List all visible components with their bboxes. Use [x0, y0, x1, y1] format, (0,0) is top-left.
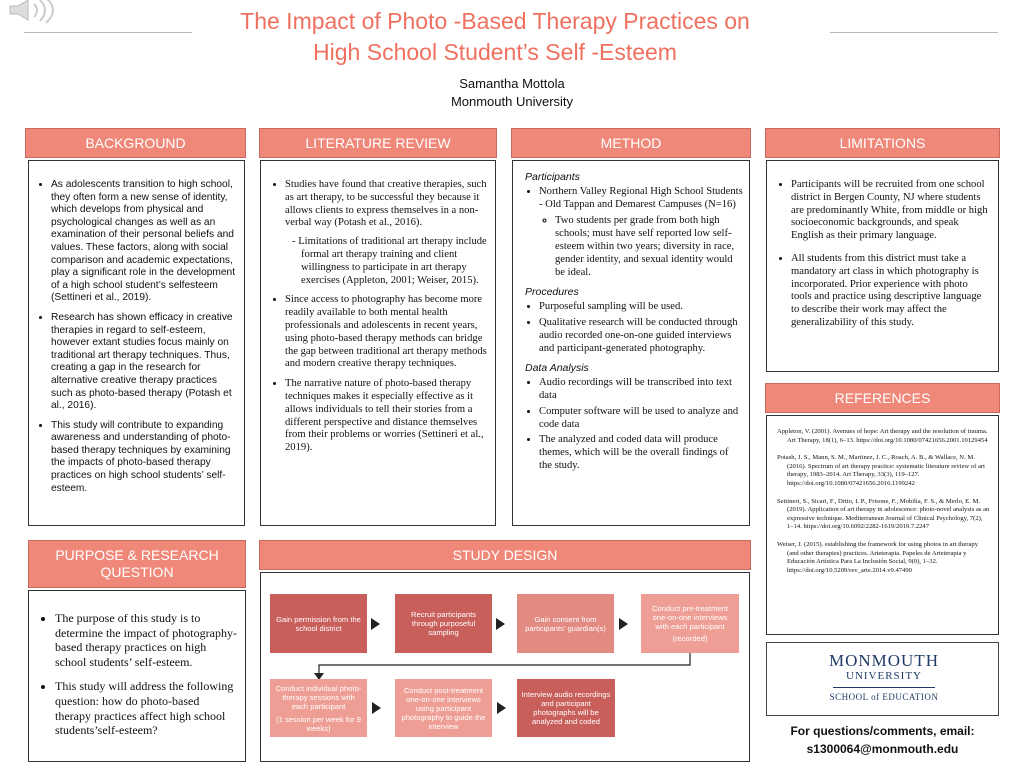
procedures-list — [525, 301, 743, 355]
author-name: Samantha Mottola — [459, 76, 565, 91]
analysis-bullet-1: • Audio recordings will be transcribed into text data — [539, 377, 743, 403]
references-header: REFERENCES — [765, 383, 1000, 413]
reference-2: Potash, J. S., Mann, S. M., Martinez, J. C., Roach, A. B., & Wallace, N. M. (2016). Spectrum of art therapy practice: systematic literature review of art therapy, 1983–2014. Art Therapy, 33(3), 119–127. https://doi.org/10.1080/07421656.2016.1199242 — [777, 454, 985, 487]
literature-panel — [260, 160, 496, 526]
background-bullet-2: • Research has shown efficacy in creative therapies in regard to self-esteem, however extant studies focus mainly on traditional art therapy techniques. Thus, creating a gap in the research for alternative creative therapy practices such as photo-based therapy (Potash et al., 2016). — [51, 312, 236, 413]
method-header: METHOD — [511, 128, 751, 158]
step-pre-treatment-interviews — [641, 594, 739, 653]
connector-arrow — [261, 651, 751, 681]
purpose-heading-line-2: QUESTION — [100, 564, 174, 580]
limitations-list — [777, 179, 990, 330]
analysis-bullet-3: • The analyzed and coded data will produce themes, which will be the overall findings of the study. — [539, 434, 743, 472]
contact-label: For questions/comments, email: — [790, 724, 975, 738]
step-photo-therapy-text: Conduct individual photo-therapy sessions with each participant — [275, 683, 362, 711]
background-panel — [28, 160, 245, 526]
step-post-treatment-interviews: Conduct post-treatment one-on-one interviews using participant photography to guide the interview — [395, 679, 492, 737]
title-line-1: The Impact of Photo -Based Therapy Practices on — [240, 8, 750, 34]
literature-bullet-3: • The narrative nature of photo-based therapy techniques makes it especially effective as it allows individuals to tell their stories from a different perspective and distance themselves from their problems or worries (Settineri et al., 2019). — [285, 378, 487, 455]
poster-title — [150, 6, 840, 68]
step-photo-therapy-note: (1 session per week for 9 weeks) — [276, 714, 361, 733]
purpose-bullet-2: • This study will address the following question: how do photo-based therapy practices affect high school students’self-esteem? — [55, 679, 237, 737]
reference-4: Weiser, J. (2015). establishing the framework for using photos in art therapy (and other therapies) practices. Arteterapia. Papeles de Arteterapia y Educación Artística Para La Inclusión Social, 9(0), 1–32. https://doi.org/10.5209/rev_arte.2014.v9.47490 — [777, 540, 978, 574]
purpose-bullet-1: • The purpose of this study is to determine the impact of photography-based therapy practices on high school students’ self-esteem. — [55, 611, 237, 669]
monmouth-logo — [766, 642, 999, 716]
step-analyze-data: Interview audio recordings and participant photographs will be analyzed and coded — [517, 679, 615, 737]
literature-bullet-1 — [285, 179, 487, 287]
participants-label: Participants — [525, 171, 580, 183]
step-gain-permission: Gain permission from the school district — [270, 594, 367, 653]
arrow-right-icon — [619, 618, 628, 630]
literature-bullet-1-text: Studies have found that creative therapies, such as art therapy, to be successful they because it allows clients to express themselves in a non-verbal way (Potash et al., 2016). — [285, 179, 487, 229]
literature-bullet-2: • Since access to photography has become more readily available to both mental health professionals and adolescents in recent years, using photo-based therapy methods can bridge the gap between traditional art therapy methods and modern creative therapy techniques. — [285, 294, 487, 371]
analysis-label: Data Analysis — [525, 362, 589, 375]
participants-text: Northern Valley Regional High School Students - Old Tappan and Demarest Campuses (N=16) — [539, 185, 743, 210]
contact-email[interactable]: s1300064@monmouth.edu — [806, 742, 959, 756]
reference-1: Appleton, V. (2001). Avenues of hope: Art therapy and the resolution of trauma. Art Therapy, 18(1), 6–13. https://doi.org/10.1080/07421656.2001.10129454 — [777, 428, 988, 444]
procedures-bullet-1: • Purposeful sampling will be used. — [539, 301, 743, 314]
participants-bullet — [539, 186, 743, 280]
title-rule-right — [830, 32, 998, 33]
limitations-panel — [766, 160, 999, 372]
participants-list — [525, 186, 743, 280]
limitations-bullet-2: • All students from this district must take a mandatory art class in which photography is incorporated. Prior experience with photo tools and practice using descriptive language to describe their work may affect the generalizability of this study. — [791, 253, 990, 330]
references-panel — [766, 415, 999, 635]
title-line-2: High School Student’s Self -Esteem — [313, 39, 677, 65]
purpose-heading-line-1: PURPOSE & RESEARCH — [55, 547, 219, 563]
logo-inner — [819, 652, 949, 702]
arrow-right-icon — [496, 618, 505, 630]
step-photo-therapy-sessions — [270, 679, 367, 737]
purpose-header — [28, 540, 246, 588]
background-header: BACKGROUND — [25, 128, 246, 158]
logo-school: SCHOOL of EDUCATION — [829, 692, 939, 702]
procedures-bullet-2: • Qualitative research will be conducted through audio recorded one-on-one guided interviews and participant-generated photography. — [539, 317, 743, 355]
literature-header: LITERATURE REVIEW — [259, 128, 497, 158]
logo-divider — [833, 687, 935, 688]
limitations-header: LIMITATIONS — [765, 128, 1000, 158]
logo-university: UNIVERSITY — [846, 670, 922, 682]
background-bullet-3: • This study will contribute to expanding awareness and understanding of photo-based therapy techniques by examining the impacts of photo-based therapy practices on high school students’ self-esteem. — [51, 420, 236, 496]
literature-sublist — [285, 236, 487, 287]
limitations-bullet-1: • Participants will be recruited from one school district in Bergen County, NJ where students are predominantly White, from middle or high socioeconomic backgrounds, and speak English as their primary language. — [791, 179, 990, 243]
arrow-right-icon — [372, 702, 381, 714]
literature-sub-bullet: - Limitations of traditional art therapy include formal art therapy training and client willingness to participate in art therapy exercises (Appleton, 2001; Weiser, 2015). — [301, 236, 487, 287]
study-design-header: STUDY DESIGN — [259, 540, 751, 570]
procedures-label: Procedures — [525, 286, 579, 299]
background-list — [37, 179, 236, 495]
step-gain-consent: Gain consent from participants’ guardian(s) — [517, 594, 614, 653]
analysis-list — [525, 377, 743, 473]
step-pre-treatment-text: Conduct pre-treatment one-on-one interviews with each participant — [652, 604, 728, 631]
study-design-panel — [260, 572, 750, 762]
purpose-panel — [28, 590, 246, 762]
method-panel — [512, 160, 750, 526]
reference-3: Settineri, S., Sicari, F., Drtto, I. P., Frisone, F., Mobilia, F. S., & Merlo, E. M. (2019). Application of art therapy in adolescence: photo-novel analysis as an expressive technique. Mediterranean Journal of Clinical Psychology, 7(2), 1–14. https://doi.org/10.6092/2282-1619/2019.7.2247 — [777, 497, 990, 531]
arrow-right-icon — [371, 618, 380, 630]
logo-monmouth: MONMOUTH — [829, 651, 939, 670]
title-rule-left — [24, 32, 192, 33]
step-recruit: Recruit participants through purposeful sampling — [395, 594, 492, 653]
participants-sublist — [539, 215, 743, 279]
speaker-icon[interactable] — [4, 0, 64, 24]
participants-sub-bullet: ◦ Two students per grade from both high schools; must have self reported low self-esteem within two years; diversity in race, gender identity, and sexual identity would be ideal. — [555, 215, 743, 279]
arrow-right-icon — [497, 702, 506, 714]
purpose-list — [41, 611, 237, 738]
affiliation: Monmouth University — [450, 94, 574, 109]
literature-list — [271, 179, 487, 455]
step-pre-treatment-note: (recorded) — [672, 634, 708, 643]
analysis-bullet-2: • Computer software will be used to analyze and code data — [539, 406, 743, 432]
background-bullet-1: • As adolescents transition to high school, they often form a new sense of identity, which develops from physical and psychological changes as well as an examination of their personal beliefs and values. These factors, along with social comparison and academic expectations, play a significant role in the development of a high school student’s selfesteem (Settineri et al., 2019). — [51, 179, 236, 305]
